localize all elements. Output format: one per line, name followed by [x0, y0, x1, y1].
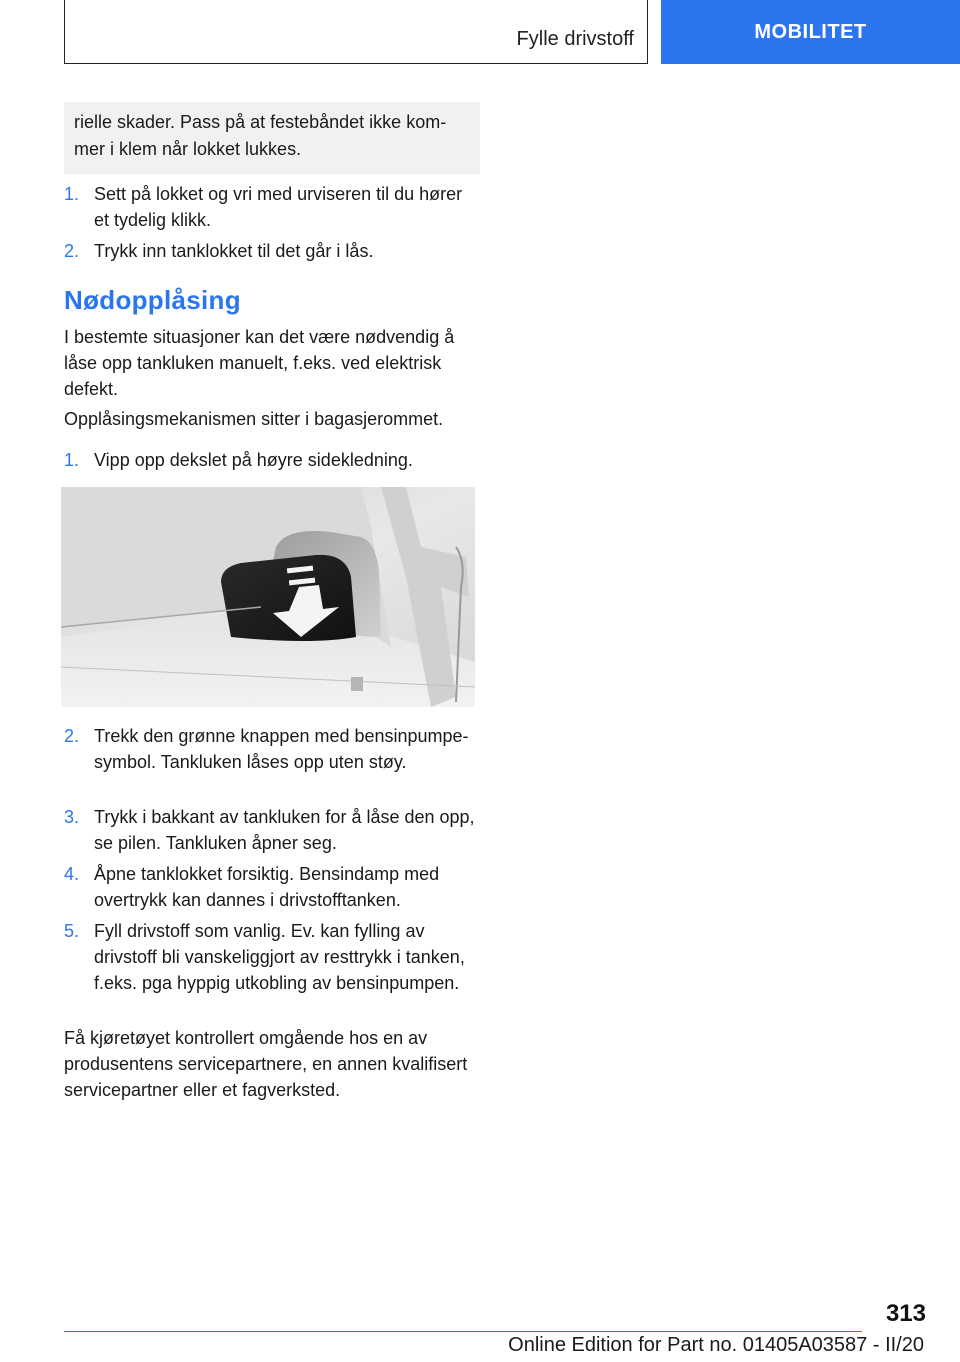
step-number: 1. [64, 450, 80, 470]
step-number: 2. [64, 726, 80, 746]
list-item [64, 918, 480, 996]
section-heading: Nødopplåsing [64, 285, 241, 315]
footer-divider [64, 1331, 862, 1332]
step-number: 5. [64, 921, 80, 941]
step-number: 4. [64, 864, 80, 884]
step-text: Trykk inn tanklokket til det går i lås. [94, 241, 374, 261]
list-item [64, 861, 480, 913]
list-item [64, 723, 480, 775]
edition-footer: Online Edition for Part no. 01405A03587 - II/20 [508, 1334, 924, 1356]
trunk-cover-illustration [61, 487, 475, 707]
chapter-tab[interactable]: MOBILITET [661, 0, 960, 64]
step-text: Trekk den grønne knappen med bensinpumpe-symbol. Tankluken låses opp uten støy. [94, 726, 469, 772]
notice-box [64, 102, 480, 174]
header-section-title: Fylle drivstoff [516, 28, 634, 50]
step-number: 3. [64, 807, 80, 827]
step-number: 1. [64, 184, 80, 204]
page-number: 313 [885, 1300, 926, 1327]
step-text: Fyll drivstoff som vanlig. Ev. kan fylling av drivstoff bli vanskeliggjort av resttrykk i tanken, f.eks. pga hyppig utkobling av bensinpumpen. [94, 921, 465, 993]
list-item [64, 181, 480, 233]
illustration-svg [61, 487, 475, 707]
step-text: Vipp opp dekslet på høyre sidekledning. [94, 450, 413, 470]
intro-paragraph: I bestemte situasjoner kan det være nødvendig å låse opp tankluken manuelt, f.eks. ved elektrisk defekt. [64, 327, 455, 399]
location-paragraph: Opplåsingsmekanismen sitter i bagasjerommet. [64, 409, 444, 429]
step-text: Sett på lokket og vri med urviseren til du hører et tydelig klikk. [94, 184, 463, 230]
list-item [64, 447, 480, 473]
step-number: 2. [64, 241, 80, 261]
step-text: Trykk i bakkant av tankluken for å låse den opp, se pilen. Tankluken åpner seg. [94, 807, 475, 853]
closing-paragraph: Få kjøretøyet kontrollert omgående hos en av produsentens servicepartnere, en annen kvalifisert servicepartner eller et fagverksted. [64, 1028, 468, 1100]
list-item [64, 804, 480, 856]
step-text: Åpne tanklokket forsiktig. Bensindamp med overtrykk kan dannes i drivstofftanken. [94, 864, 440, 910]
notice-text: rielle skader. Pass på at festebåndet ikke kommer i klem når lokket lukkes. [74, 112, 447, 159]
list-item [64, 238, 480, 264]
